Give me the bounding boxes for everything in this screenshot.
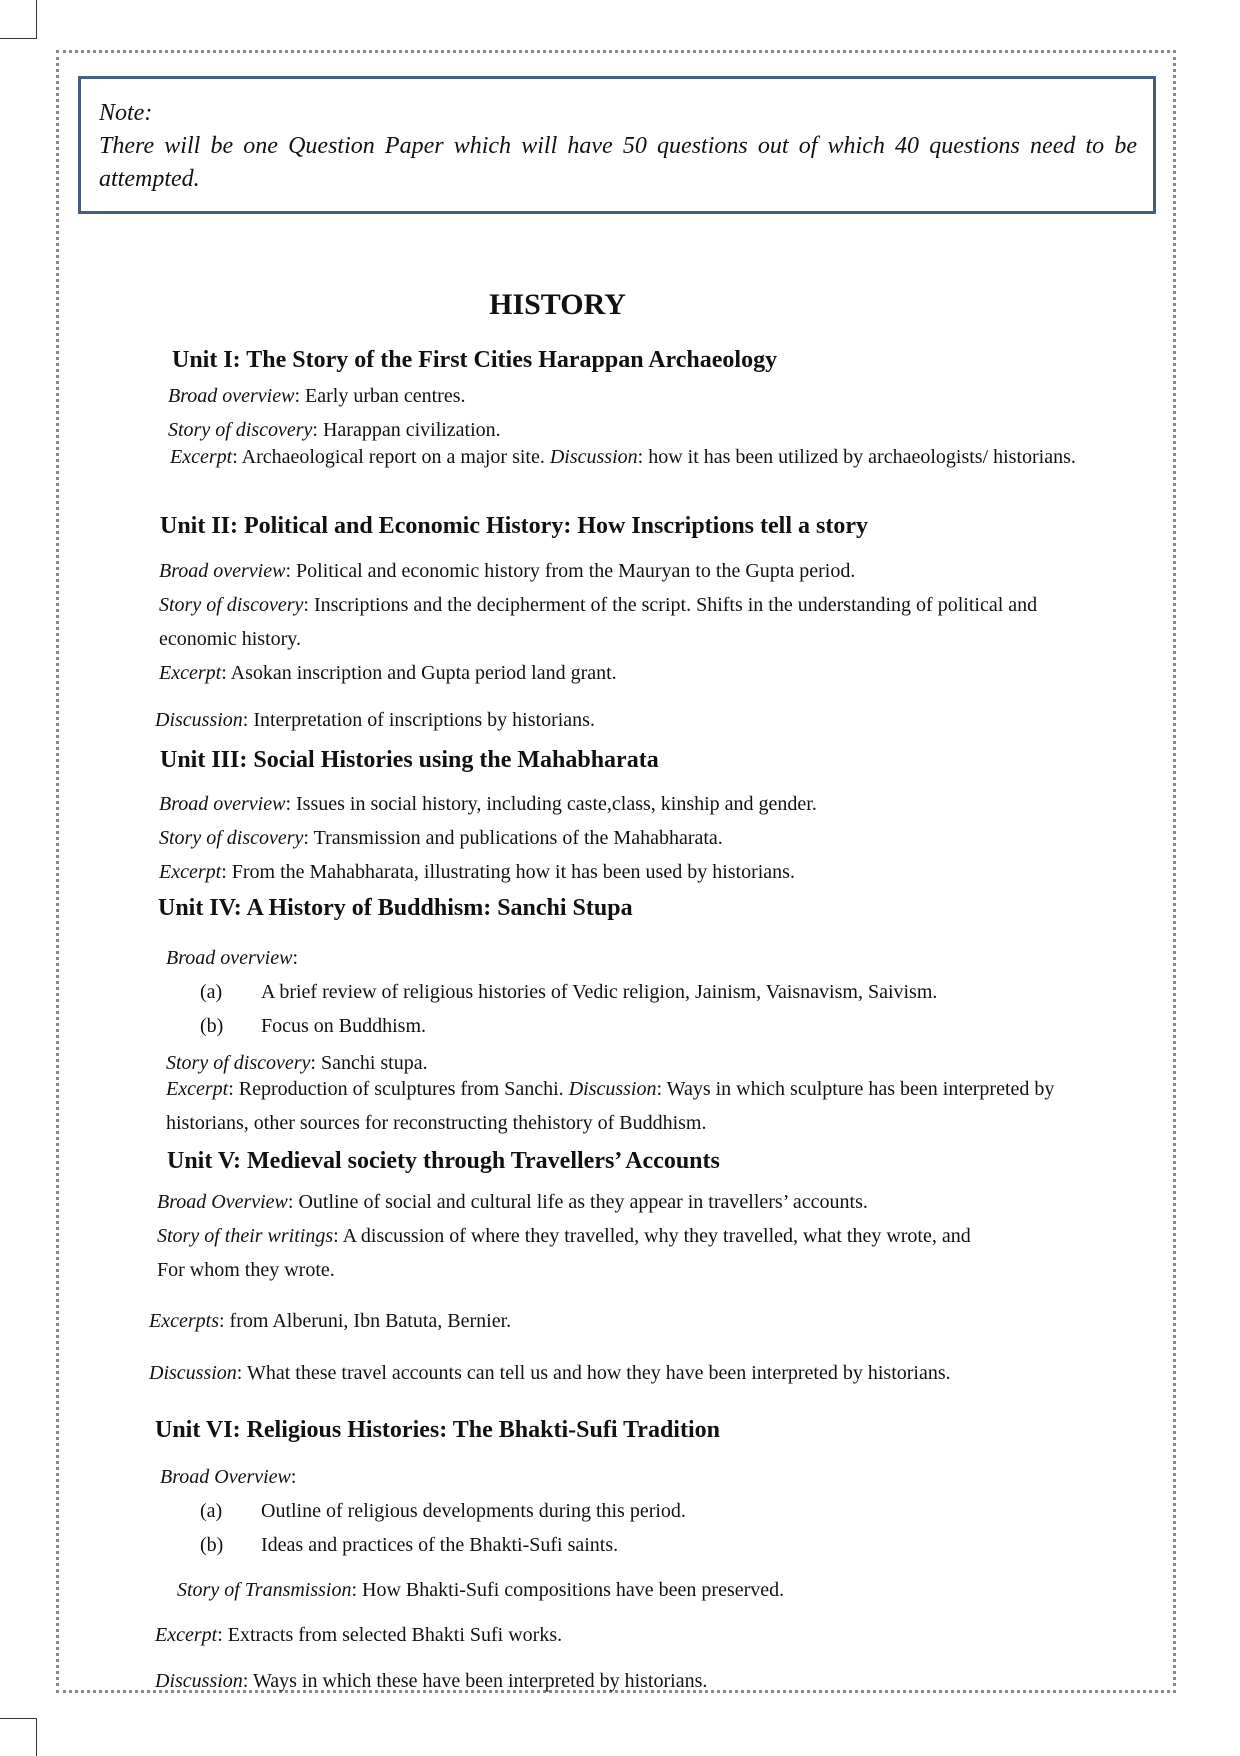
unit-6-story bbox=[177, 1577, 784, 1603]
text: : Inscriptions and the decipherment of the script. Shifts in the understanding of political and bbox=[303, 594, 1038, 616]
text: : Early urban centres. bbox=[294, 385, 466, 407]
label: Excerpt bbox=[159, 861, 222, 883]
label: Story of discovery bbox=[159, 594, 304, 616]
label: Discussion bbox=[155, 709, 243, 731]
text: : Transmission and publications of the Mahabharata. bbox=[303, 827, 723, 849]
unit-5-heading: Unit V: Medieval society through Travellers’ Accounts bbox=[167, 1148, 720, 1174]
label: Excerpt bbox=[170, 446, 233, 468]
unit-5-story bbox=[157, 1223, 971, 1249]
text: : Extracts from selected Bhakti Sufi works. bbox=[217, 1624, 563, 1646]
text: : What these travel accounts can tell us and how they have been interpreted by historians. bbox=[236, 1362, 951, 1384]
unit-4-story bbox=[166, 1050, 428, 1076]
unit-6-discussion bbox=[155, 1668, 707, 1694]
crop-mark-top bbox=[0, 0, 37, 39]
label: Broad overview bbox=[159, 560, 286, 582]
unit-1-heading: Unit I: The Story of the First Cities Harappan Archaeology bbox=[172, 347, 778, 373]
unit-3-story bbox=[159, 825, 723, 851]
unit-6-item-a-marker: (a) bbox=[200, 1500, 223, 1522]
label: Excerpt bbox=[155, 1624, 218, 1646]
unit-6-broad-overview bbox=[160, 1464, 296, 1490]
text: : Political and economic history from the Mauryan to the Gupta period. bbox=[285, 560, 856, 582]
unit-4-discussion-cont: historians, other sources for reconstructing thehistory of Buddhism. bbox=[166, 1112, 707, 1134]
unit-4-item-b: Focus on Buddhism. bbox=[261, 1015, 427, 1037]
unit-6-excerpt bbox=[155, 1622, 562, 1648]
suffix: : bbox=[292, 947, 299, 969]
text: : Harappan civilization. bbox=[312, 419, 501, 441]
unit-2-story-cont: economic history. bbox=[159, 628, 302, 650]
text: : Archaeological report on a major site. bbox=[232, 446, 550, 468]
label: Story of discovery bbox=[166, 1052, 311, 1074]
text: : From the Mahabharata, illustrating how it has been used by historians. bbox=[221, 861, 795, 883]
unit-5-discussion bbox=[149, 1360, 951, 1386]
note-box bbox=[78, 76, 1156, 214]
unit-6-item-a: Outline of religious developments during this period. bbox=[261, 1500, 686, 1522]
label: Discussion bbox=[155, 1670, 243, 1692]
unit-6-heading: Unit VI: Religious Histories: The Bhakti-Sufi Tradition bbox=[155, 1417, 720, 1443]
unit-1-story bbox=[168, 417, 501, 443]
text: : How Bhakti-Sufi compositions have been preserved. bbox=[351, 1579, 785, 1601]
unit-4-item-a-marker: (a) bbox=[200, 981, 223, 1003]
discussion-text: : how it has been utilized by archaeologists/ historians. bbox=[637, 446, 1076, 468]
discussion-text: : Ways in which sculpture has been interpreted by bbox=[656, 1078, 1055, 1100]
label: Excerpt bbox=[159, 662, 222, 684]
label: Broad Overview bbox=[157, 1191, 288, 1213]
page-title: HISTORY bbox=[489, 288, 626, 321]
crop-mark-bottom bbox=[0, 1718, 37, 1756]
unit-5-story-cont: For whom they wrote. bbox=[157, 1259, 335, 1281]
text: : Asokan inscription and Gupta period land grant. bbox=[221, 662, 617, 684]
unit-3-broad-overview bbox=[159, 791, 817, 817]
unit-2-broad-overview bbox=[159, 558, 855, 584]
unit-6-item-b: Ideas and practices of the Bhakti-Sufi saints. bbox=[261, 1534, 619, 1556]
unit-2-excerpt bbox=[159, 660, 617, 686]
suffix: : bbox=[290, 1466, 297, 1488]
text: : A discussion of where they travelled, why they travelled, what they wrote, and bbox=[333, 1225, 971, 1247]
unit-1-excerpt bbox=[170, 444, 1110, 470]
label: Broad overview bbox=[159, 793, 286, 815]
unit-3-heading: Unit III: Social Histories using the Mahabharata bbox=[160, 747, 659, 773]
unit-3-excerpt bbox=[159, 859, 795, 885]
label: Broad overview bbox=[168, 385, 295, 407]
note-label: Note: bbox=[99, 100, 153, 126]
unit-2-story bbox=[159, 592, 1037, 618]
text: : Outline of social and cultural life as they appear in travellers’ accounts. bbox=[287, 1191, 868, 1213]
label: Broad overview bbox=[166, 947, 293, 969]
text: : Sanchi stupa. bbox=[310, 1052, 428, 1074]
unit-4-excerpt bbox=[166, 1076, 1054, 1102]
unit-1-broad-overview bbox=[168, 383, 466, 409]
text: : Reproduction of sculptures from Sanchi. bbox=[228, 1078, 569, 1100]
label: Story of discovery bbox=[159, 827, 304, 849]
label: Broad Overview bbox=[160, 1466, 291, 1488]
unit-6-item-b-marker: (b) bbox=[200, 1534, 224, 1556]
unit-4-heading: Unit IV: A History of Buddhism: Sanchi Stupa bbox=[158, 895, 633, 921]
unit-5-broad-overview bbox=[157, 1189, 868, 1215]
discussion-label: Discussion bbox=[568, 1078, 657, 1100]
label: Discussion bbox=[149, 1362, 237, 1384]
unit-2-heading: Unit II: Political and Economic History: How Inscriptions tell a story bbox=[160, 513, 868, 539]
label: Story of discovery bbox=[168, 419, 313, 441]
unit-4-item-a: A brief review of religious histories of Vedic religion, Jainism, Vaisnavism, Saivism. bbox=[261, 981, 938, 1003]
unit-2-discussion bbox=[155, 707, 595, 733]
text: : Ways in which these have been interpreted by historians. bbox=[242, 1670, 708, 1692]
note-text: There will be one Question Paper which will have 50 questions out of which 40 questions need to be attempted. bbox=[99, 133, 1137, 192]
label: Story of Transmission bbox=[177, 1579, 352, 1601]
label: Excerpt bbox=[166, 1078, 229, 1100]
label: Story of their writings bbox=[157, 1225, 334, 1247]
text: : from Alberuni, Ibn Batuta, Bernier. bbox=[218, 1310, 512, 1332]
text: : Interpretation of inscriptions by historians. bbox=[242, 709, 595, 731]
unit-4-broad-overview bbox=[166, 945, 298, 971]
text: : Issues in social history, including caste,class, kinship and gender. bbox=[285, 793, 817, 815]
discussion-label: Discussion bbox=[549, 446, 638, 468]
label: Excerpts bbox=[149, 1310, 219, 1332]
unit-4-item-b-marker: (b) bbox=[200, 1015, 224, 1037]
unit-5-excerpts bbox=[149, 1308, 511, 1334]
